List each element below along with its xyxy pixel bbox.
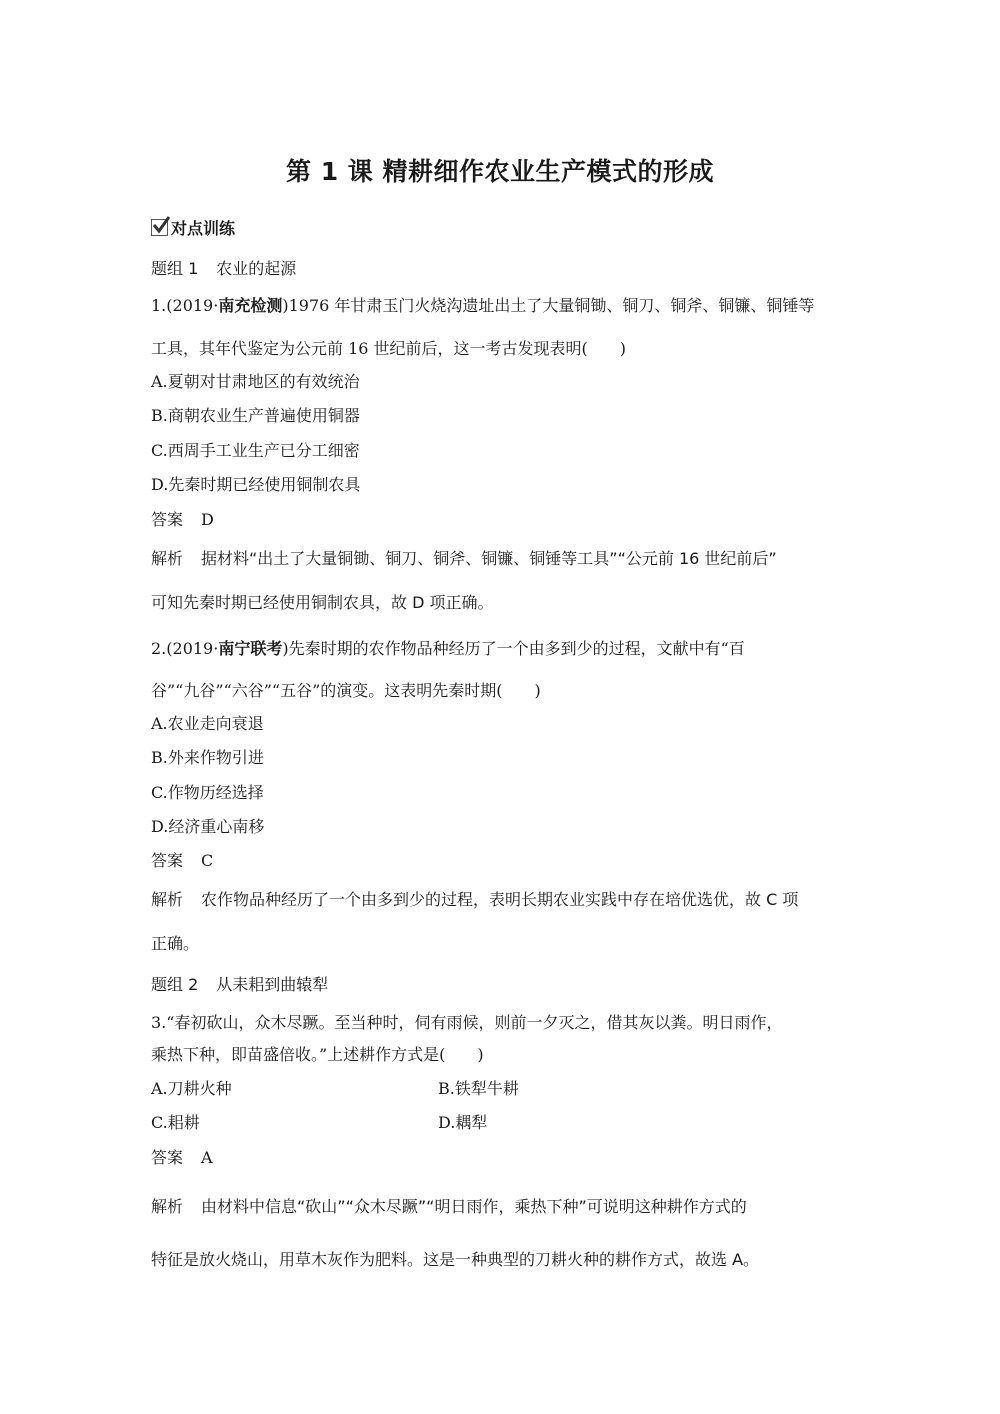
page-title: 第 1 课 精耕细作农业生产模式的形成 <box>285 157 714 186</box>
answer-label: 答案 <box>151 851 184 870</box>
question-number: 1. <box>151 296 167 315</box>
analysis-line1 <box>151 549 777 569</box>
source-prefix: (2019· <box>166 296 219 315</box>
group-label: 题组 2 <box>151 975 199 994</box>
answer-value: C <box>201 851 214 870</box>
source-suffix: ) <box>282 296 289 315</box>
analysis-label: 解析 <box>151 549 184 568</box>
group-topic: 从耒耜到曲辕犁 <box>216 975 329 994</box>
option-b: B.外来作物引进 <box>151 748 264 767</box>
option-d: D.经济重心南移 <box>151 817 265 836</box>
section-header <box>151 219 235 239</box>
answer-line <box>151 1148 213 1168</box>
source-prefix: (2019· <box>166 639 219 658</box>
answer-line <box>151 510 214 530</box>
section-label: 对点训练 <box>171 219 236 238</box>
question-3-stem-line1 <box>151 1013 782 1033</box>
question-stem: 先秦时期的农作物品种经历了一个由多到少的过程，文献中有“百 <box>288 639 745 658</box>
analysis-line2: 特征是放火烧山，用草木灰作为肥料。这是一种典型的刀耕火种的耕作方式，故选 A。 <box>151 1250 760 1269</box>
analysis-line2: 可知先秦时期已经使用铜制农具，故 D 项正确。 <box>151 593 494 612</box>
question-stem: 1976 年甘肃玉门火烧沟遗址出土了大量铜锄、铜刀、铜斧、铜镰、铜锤等 <box>288 296 815 315</box>
analysis-text: 农作物品种经历了一个由多到少的过程，表明长期农业实践中存在培优选优，故 C 项 <box>201 890 799 909</box>
question-2-stem-line1 <box>151 639 745 659</box>
option-c: C.作物历经选择 <box>151 783 264 802</box>
analysis-line2: 正确。 <box>151 934 200 953</box>
analysis-label: 解析 <box>151 1197 184 1216</box>
option-b: B.铁犁牛耕 <box>438 1079 519 1098</box>
question-source: 南宁联考 <box>218 639 283 658</box>
option-d: D.先秦时期已经使用铜制农具 <box>151 475 361 494</box>
question-1-stem-line2: 工具，其年代鉴定为公元前 16 世纪前后，这一考古发现表明( ) <box>151 339 627 358</box>
question-number: 2. <box>151 639 167 658</box>
option-c: C.耜耕 <box>151 1113 200 1132</box>
group-heading-1 <box>151 259 296 279</box>
question-3-stem-line2: 乘热下种，即苗盛倍收。”上述耕作方式是( ) <box>151 1045 484 1064</box>
analysis-text: 据材料“出土了大量铜锄、铜刀、铜斧、铜镰、铜锤等工具”“公元前 16 世纪前后” <box>201 549 777 568</box>
option-a: A.夏朝对甘肃地区的有效统治 <box>151 372 360 391</box>
question-1-stem-line1 <box>151 296 814 316</box>
checkbox-checked-icon <box>151 219 168 236</box>
answer-label: 答案 <box>151 1148 184 1167</box>
analysis-line1 <box>151 1197 747 1217</box>
question-2-stem-line2: 谷”“九谷”“六谷”“五谷”的演变。这表明先秦时期( ) <box>151 681 541 700</box>
option-c: C.西周手工业生产已分工细密 <box>151 441 360 460</box>
analysis-line1 <box>151 890 798 910</box>
answer-value: A <box>201 1148 213 1167</box>
group-label: 题组 1 <box>151 259 199 278</box>
option-d: D.耦犁 <box>438 1113 488 1132</box>
answer-label: 答案 <box>151 510 184 529</box>
source-suffix: ) <box>282 639 289 658</box>
option-a: A.农业走向衰退 <box>151 714 264 733</box>
question-number: 3. <box>151 1013 167 1032</box>
answer-line <box>151 851 213 871</box>
question-source: 南充检测 <box>218 296 283 315</box>
analysis-label: 解析 <box>151 890 184 909</box>
option-b: B.商朝农业生产普遍使用铜器 <box>151 406 360 425</box>
question-stem: “春初砍山，众木尽蹶。至当种时，伺有雨候，则前一夕灭之，借其灰以粪。明日雨作， <box>166 1013 783 1032</box>
analysis-text: 由材料中信息“砍山”“众木尽蹶”“明日雨作，乘热下种”可说明这种耕作方式的 <box>201 1197 747 1216</box>
answer-value: D <box>201 510 214 529</box>
option-a: A.刀耕火种 <box>151 1079 232 1098</box>
group-heading-2 <box>151 975 328 995</box>
group-topic: 农业的起源 <box>216 259 297 278</box>
